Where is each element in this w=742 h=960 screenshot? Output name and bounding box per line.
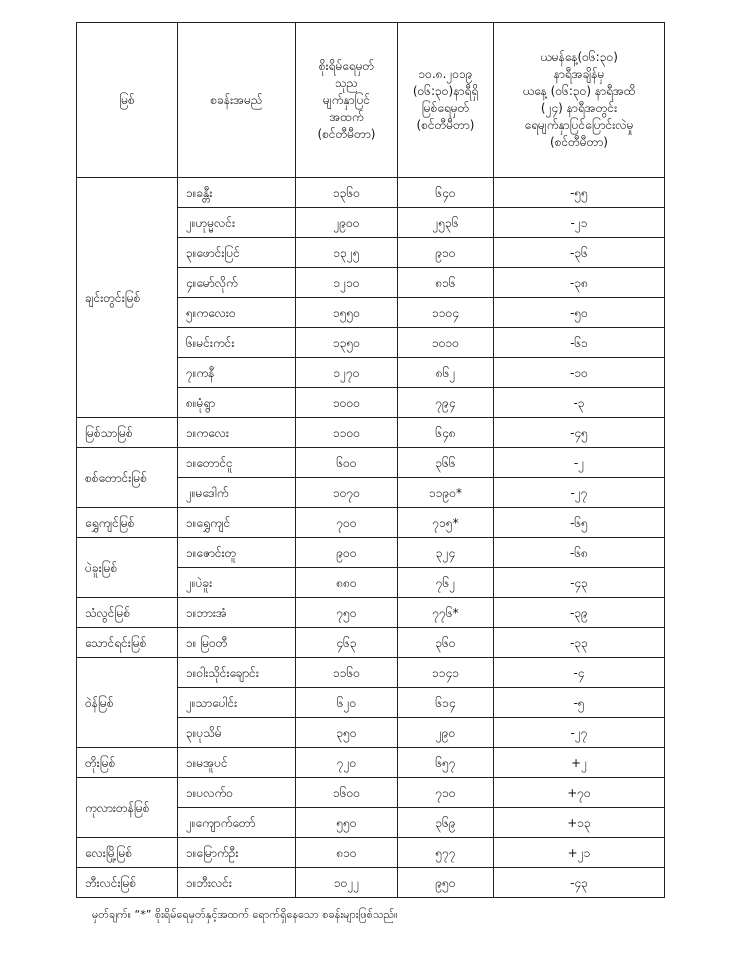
water-level: ၈၁၆ [398, 268, 494, 298]
danger-level: ၁၂၁၀ [296, 268, 398, 298]
river-name: ကုလားတန်မြစ် [77, 778, 178, 838]
level-change: +၇၀ [494, 778, 665, 808]
water-level: ၆၁၄ [398, 688, 494, 718]
water-level: ၁၁၉၀* [398, 478, 494, 508]
station-name: ၃။ဖောင်းပြင် [178, 238, 296, 268]
danger-level: ၂၉၀၀ [296, 208, 398, 238]
station-name: ၆။မင်းကင်း [178, 328, 296, 358]
level-change: -၃၉ [494, 598, 665, 628]
danger-level: ၇၀၀ [296, 508, 398, 538]
station-name: ၁။ဇောင်းတူ [178, 538, 296, 568]
water-level: ၆၅၇ [398, 748, 494, 778]
danger-level: ၁၁၆၀ [296, 658, 398, 688]
level-change: +၁၃ [494, 808, 665, 838]
level-change: -၆၁ [494, 328, 665, 358]
level-change: -၅၅ [494, 178, 665, 208]
level-change: -၄၃ [494, 868, 665, 898]
level-change: -၆၅ [494, 508, 665, 538]
danger-level: ၁၅၅၀ [296, 298, 398, 328]
danger-level: ၁၃၅၀ [296, 328, 398, 358]
header-water-level: ၁၀.၈.၂၀၁၉ (၀၆:၃၀)နာရီရှိ မြစ်ရေမှတ် (စင်တီမီတာ) [398, 23, 494, 178]
river-name: ဝဲန်မြစ် [77, 658, 178, 748]
level-change: -၄ [494, 658, 665, 688]
danger-level: ၆၀၀ [296, 448, 398, 478]
river-name: မြစ်သာမြစ် [77, 418, 178, 448]
table-row [77, 838, 665, 868]
station-name: ၁။ မြဝတီ [178, 628, 296, 658]
station-name: ၁။ဝါးသိုင်းချောင်း [178, 658, 296, 688]
danger-level: ၁၆၀၀ [296, 778, 398, 808]
level-change: +၂ [494, 748, 665, 778]
danger-level: ၈၁၀ [296, 838, 398, 868]
station-name: ၃။ပုသိမ် [178, 718, 296, 748]
danger-level: ၁၂၇၀ [296, 358, 398, 388]
table-row [77, 598, 665, 628]
footnote: မှတ်ချက်။ “*” စိုးရိမ်ရေမှတ်နှင့်အထက် ရောက်ရှိနေသော စခန်းများဖြစ်သည်။ [92, 908, 398, 921]
level-change: -၄၃ [494, 568, 665, 598]
danger-level: ၁၀၇၀ [296, 478, 398, 508]
level-change: -၂၁ [494, 208, 665, 238]
water-level: ၇၁၅* [398, 508, 494, 538]
station-name: ၈။မုံရွာ [178, 388, 296, 418]
danger-level: ၁၃၆၀ [296, 178, 398, 208]
water-level: ၃၆၉ [398, 808, 494, 838]
table-row [77, 448, 665, 478]
station-name: ၅။ကလေးဝ [178, 298, 296, 328]
water-level: ၇၇၆* [398, 598, 494, 628]
water-level: ၃၂၄ [398, 538, 494, 568]
river-name: လေးမြို့မြစ် [77, 838, 178, 868]
table-row [77, 748, 665, 778]
river-name: ချင်းတွင်းမြစ် [77, 178, 178, 418]
level-change: -၆၈ [494, 538, 665, 568]
water-level: ၇၆၂ [398, 568, 494, 598]
river-name: ရွှေကျင်မြစ် [77, 508, 178, 538]
station-name: ၁။ပလက်ဝ [178, 778, 296, 808]
level-change: -၃၈ [494, 268, 665, 298]
danger-level: ၉၀၀ [296, 538, 398, 568]
level-change: -၁၀ [494, 358, 665, 388]
danger-level: ၅၅၀ [296, 808, 398, 838]
river-name: စစ်တောင်းမြစ် [77, 448, 178, 508]
river-name: ဘီးလင်းမြစ် [77, 868, 178, 898]
water-level-table [76, 22, 665, 898]
station-name: ၁။ရွှေကျင် [178, 508, 296, 538]
header-row [77, 23, 665, 178]
danger-level: ၆၂၀ [296, 688, 398, 718]
station-name: ၂။ပဲခူး [178, 568, 296, 598]
level-change: +၂၁ [494, 838, 665, 868]
water-level: ၉၁၀ [398, 238, 494, 268]
table-row [77, 178, 665, 208]
level-change: -၃ [494, 388, 665, 418]
water-level: ၇၁၀ [398, 778, 494, 808]
station-name: ၂။မဒေါက် [178, 478, 296, 508]
river-name: သံလွင်မြစ် [77, 598, 178, 628]
header-24h-change: ယမန်နေ့(၀၆:၃၀) နာရီအချိန်မှ ယနေ့ (၀၆:၃၀) နာရီအထိ (၂၄) နာရီအတွင်း ရေမျက်နှာပြင်ပြောင်းလဲမှု (စင်တီမီတာ) [494, 23, 665, 178]
danger-level: ၃၅၀ [296, 718, 398, 748]
water-level: ၃၆၀ [398, 628, 494, 658]
danger-level: ၁၁၀၀ [296, 418, 398, 448]
danger-level: ၁၀၂၂ [296, 868, 398, 898]
station-name: ၂။သာပေါင်း [178, 688, 296, 718]
water-level: ၂၅၃၆ [398, 208, 494, 238]
station-name: ၄။မော်လိုက် [178, 268, 296, 298]
station-name: ၁။ခန္တီး [178, 178, 296, 208]
table-row [77, 628, 665, 658]
level-change: -၂ [494, 448, 665, 478]
table-row [77, 778, 665, 808]
table-row [77, 418, 665, 448]
water-level: ၂၉၀ [398, 718, 494, 748]
level-change: -၃၆ [494, 238, 665, 268]
level-change: -၃၃ [494, 628, 665, 658]
level-change: -၂၇ [494, 478, 665, 508]
table-row [77, 508, 665, 538]
river-name: တိုးမြစ် [77, 748, 178, 778]
danger-level: ၁၀၀၀ [296, 388, 398, 418]
water-level: ၉၅၀ [398, 868, 494, 898]
header-danger-level: စိုးရိမ်ရေမှတ် သုည မျက်နှာပြင် အထက် (စင်တီမီတာ) [296, 23, 398, 178]
water-level: ၆၄၈ [398, 418, 494, 448]
station-name: ၁။တောင်ငူ [178, 448, 296, 478]
water-level: ၆၄၀ [398, 178, 494, 208]
table-row [77, 658, 665, 688]
station-name: ၁။မအူပင် [178, 748, 296, 778]
water-level: ၁၁၄၁ [398, 658, 494, 688]
level-change: -၅ [494, 688, 665, 718]
station-name: ၂။ကျောက်တော် [178, 808, 296, 838]
station-name: ၇။ကနီ [178, 358, 296, 388]
water-level: ၇၉၄ [398, 388, 494, 418]
danger-level: ၈၈၀ [296, 568, 398, 598]
table-row [77, 538, 665, 568]
level-change: -၂၇ [494, 718, 665, 748]
danger-level: ၇၅၀ [296, 598, 398, 628]
water-level: ၅၇၇ [398, 838, 494, 868]
station-name: ၁။မြောက်ဦး [178, 838, 296, 868]
table-row [77, 868, 665, 898]
level-change: -၅၀ [494, 298, 665, 328]
station-name: ၂။ဟုမ္မလင်း [178, 208, 296, 238]
river-name: သောင်ရင်းမြစ် [77, 628, 178, 658]
water-level: ၁၀၁၀ [398, 328, 494, 358]
station-name: ၁။ဘီးလင်း [178, 868, 296, 898]
station-name: ၁။ကလေး [178, 418, 296, 448]
water-level: ၃၆၆ [398, 448, 494, 478]
river-name: ပဲခူးမြစ် [77, 538, 178, 598]
danger-level: ၄၆၃ [296, 628, 398, 658]
water-level: ၁၁၀၄ [398, 298, 494, 328]
header-river: မြစ် [77, 23, 178, 178]
header-station: စခန်းအမည် [178, 23, 296, 178]
water-level: ၈၆၂ [398, 358, 494, 388]
danger-level: ၁၃၂၅ [296, 238, 398, 268]
danger-level: ၇၂၀ [296, 748, 398, 778]
station-name: ၁။ဘားအံ [178, 598, 296, 628]
level-change: -၄၅ [494, 418, 665, 448]
